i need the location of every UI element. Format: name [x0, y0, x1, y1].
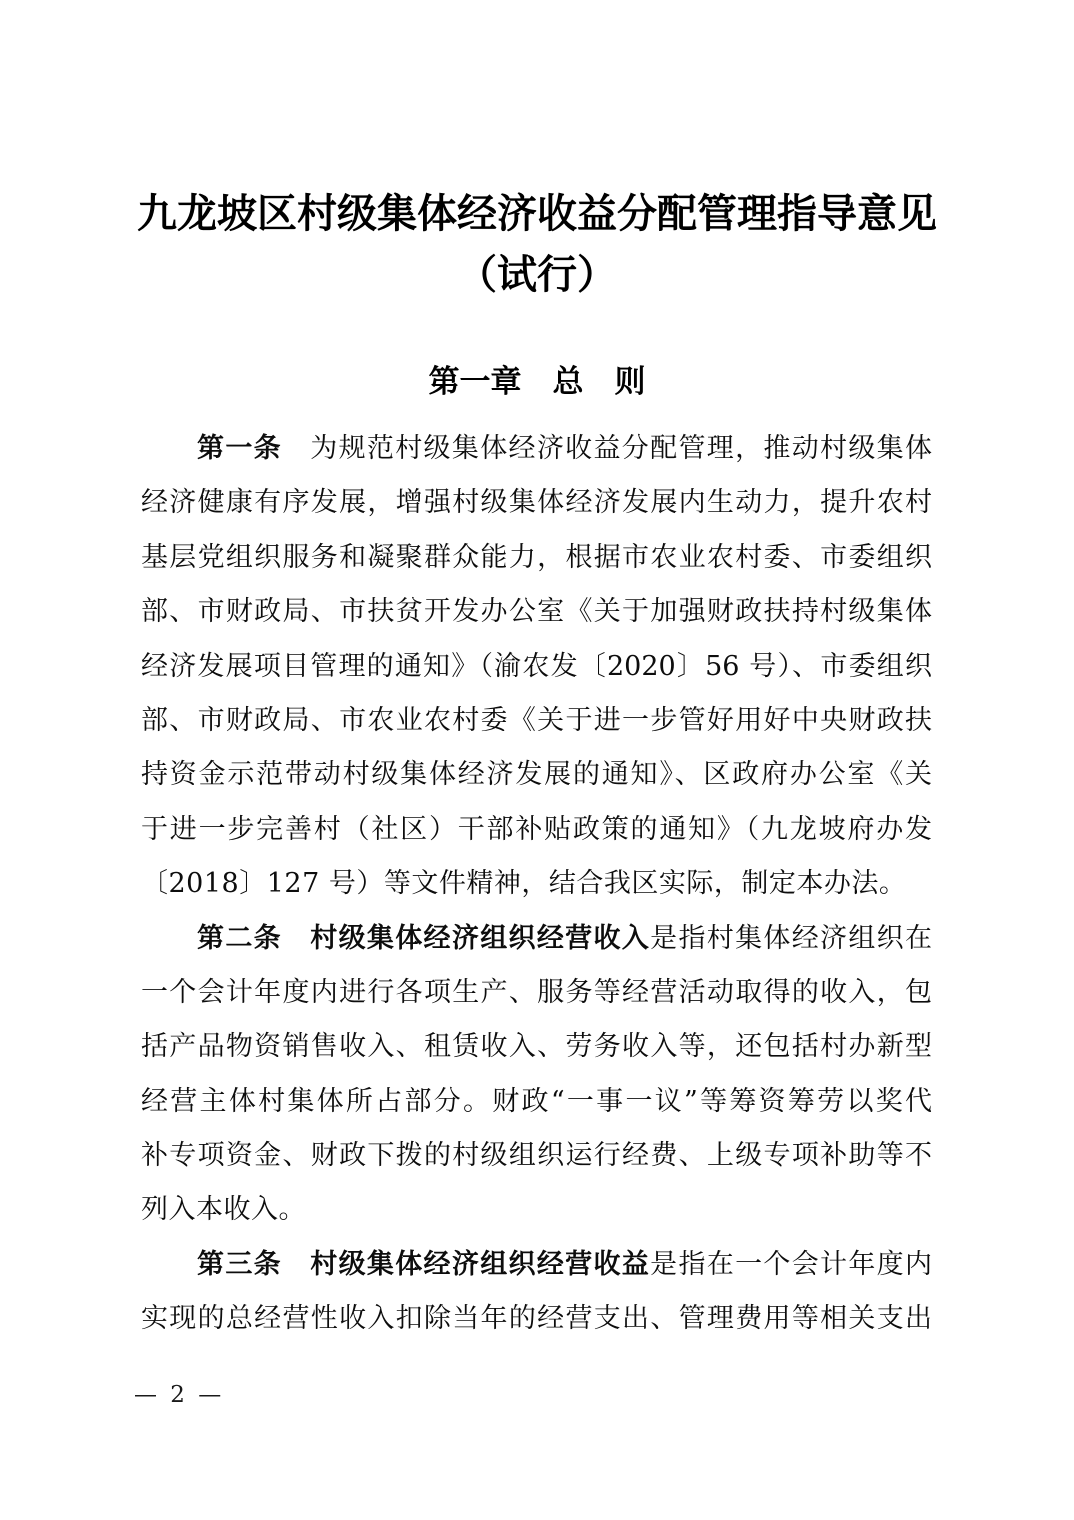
line-text: 括产品物资销售收入、租赁收入、劳务收入等，还包括村办新型 — [141, 1031, 932, 1063]
body-line-15 — [141, 1183, 932, 1237]
body-line-8 — [141, 803, 932, 857]
body-line-3 — [141, 531, 932, 585]
line-text: 列入本收入。 — [141, 1194, 306, 1226]
line-text: 部、市财政局、市扶贫开发办公室《关于加强财政扶持村级集体 — [141, 596, 932, 628]
body-line-9 — [141, 857, 932, 911]
body-line-11 — [141, 966, 932, 1020]
article-number-bold: 第三条 村级集体经济组织经营收益 — [197, 1248, 651, 1280]
line-text: 持资金示范带动村级集体经济发展的通知》、区政府办公室《关 — [141, 759, 932, 791]
body-line-5 — [141, 640, 932, 694]
body-line-17 — [141, 1292, 932, 1346]
chapter-heading: 第一章 总 则 — [428, 364, 646, 400]
line-text: 经营主体村集体所占部分。财政“一事一议”等筹资筹劳以奖代 — [141, 1085, 932, 1117]
document-title-line1: 九龙坡区村级集体经济收益分配管理指导意见 — [137, 190, 937, 237]
line-text: 基层党组织服务和凝聚群众能力，根据市农业农村委、市委组织 — [141, 541, 932, 573]
page-number: — 2 — — [134, 1382, 225, 1408]
body-line-16 — [141, 1238, 932, 1292]
body-line-10 — [141, 912, 932, 966]
line-text: 补专项资金、财政下拨的村级组织运行经费、上级专项补助等不 — [141, 1140, 932, 1172]
article-number-bold: 第一条 — [197, 433, 311, 464]
line-text: 经济发展项目管理的通知》（渝农发〔2020〕56 号）、市委组织 — [141, 650, 932, 682]
body-line-12 — [141, 1020, 932, 1074]
line-text: 是指村集体经济组织在 — [650, 922, 933, 954]
body-line-6 — [141, 694, 932, 748]
line-text: 于进一步完善村（社区）干部补贴政策的通知》（九龙坡府办发 — [141, 813, 932, 845]
document-title-line2: （试行） — [457, 251, 617, 298]
line-text: 为规范村级集体经济收益分配管理，推动村级集体 — [310, 433, 933, 464]
body-line-1 — [141, 422, 932, 476]
article-number-bold: 第二条 村级集体经济组织经营收入 — [197, 922, 651, 954]
line-text: 实现的总经营性收入扣除当年的经营支出、管理费用等相关支出 — [141, 1303, 932, 1335]
body-line-14 — [141, 1129, 932, 1183]
line-text: 经济健康有序发展，增强村级集体经济发展内生动力，提升农村 — [141, 487, 932, 519]
body-line-13 — [141, 1075, 932, 1129]
line-text: 是指在一个会计年度内 — [650, 1248, 933, 1280]
document-title — [70, 183, 1004, 305]
body-line-4 — [141, 585, 932, 639]
body-text — [141, 422, 932, 1347]
body-line-7 — [141, 748, 932, 802]
body-line-2 — [141, 476, 932, 530]
line-text: 一个会计年度内进行各项生产、服务等经营活动取得的收入，包 — [141, 976, 932, 1008]
line-text: 〔2018〕127 号）等文件精神，结合我区实际，制定本办法。 — [141, 868, 907, 900]
line-text: 部、市财政局、市农业农村委《关于进一步管好用好中央财政扶 — [141, 704, 932, 736]
